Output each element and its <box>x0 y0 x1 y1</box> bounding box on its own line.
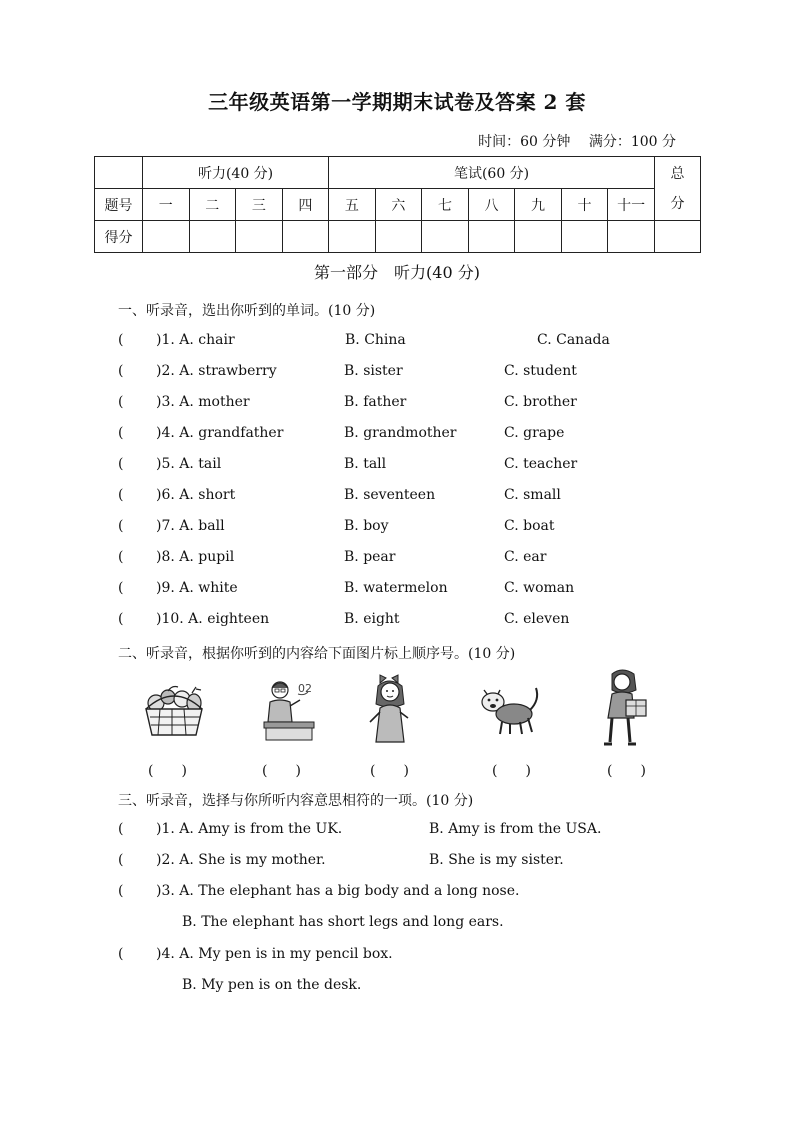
section-1-heading: 一、听录音，选出你听到的单词。(10 分) <box>118 303 376 319</box>
option-c: C. brother <box>504 394 577 410</box>
girl-with-box-icon <box>598 668 654 750</box>
option-b: B. eight <box>344 611 400 627</box>
score-cell[interactable] <box>329 221 376 253</box>
part-one-heading: 第一部分 听力(40 分) <box>314 263 480 282</box>
question-number-label: 题号 <box>95 189 143 221</box>
option-b: B. My pen is on the desk. <box>182 977 362 993</box>
girl-icon <box>368 674 418 744</box>
option-b: B. grandmother <box>344 425 457 441</box>
question-number: 十一 <box>608 189 655 221</box>
time-limit: 时间：60 分钟 <box>478 134 571 150</box>
list-item[interactable]: ( )4. A. My pen is in my pencil box. <box>118 946 393 962</box>
answer-blank[interactable]: ( ) <box>148 763 187 779</box>
score-table <box>94 156 701 253</box>
score-cell[interactable] <box>282 221 329 253</box>
answer-blank[interactable]: ( ) <box>492 763 531 779</box>
list-item[interactable]: ( )9. A. white <box>118 580 238 596</box>
option-b: B. The elephant has short legs and long ears. <box>182 914 504 930</box>
answer-blank[interactable]: ( ) <box>262 763 301 779</box>
option-c: C. boat <box>504 518 555 534</box>
option-c: C. ear <box>504 549 547 565</box>
option-c: C. student <box>504 363 577 379</box>
exam-meta <box>464 131 676 151</box>
list-item[interactable]: ( )10. A. eighteen <box>118 611 270 627</box>
question-number: 一 <box>143 189 190 221</box>
full-score: 满分：100 分 <box>588 134 676 150</box>
list-item[interactable]: ( )6. A. short <box>118 487 236 503</box>
dog-icon <box>478 682 542 738</box>
option-b: B. China <box>345 332 406 348</box>
list-item[interactable]: ( )8. A. pupil <box>118 549 235 565</box>
question-number: 三 <box>236 189 283 221</box>
option-b: B. father <box>344 394 407 410</box>
option-b: B. pear <box>344 549 396 565</box>
question-number: 五 <box>329 189 376 221</box>
score-cell[interactable] <box>143 221 190 253</box>
option-b: B. boy <box>344 518 389 534</box>
svg-text:02: 02 <box>298 682 312 695</box>
option-b: B. watermelon <box>344 580 448 596</box>
question-number: 九 <box>515 189 562 221</box>
list-item[interactable]: ( )5. A. tail <box>118 456 222 472</box>
listening-header: 听力(40 分) <box>143 157 329 189</box>
score-cell[interactable] <box>236 221 283 253</box>
option-b: B. She is my sister. <box>429 852 564 868</box>
section-2-heading: 二、听录音，根据你听到的内容给下面图片标上顺序号。(10 分) <box>118 646 516 662</box>
list-item[interactable]: ( )2. A. strawberry <box>118 363 277 379</box>
list-item[interactable]: ( )1. A. Amy is from the UK. <box>118 821 343 837</box>
score-cell[interactable] <box>189 221 236 253</box>
score-cell[interactable] <box>608 221 655 253</box>
question-number: 八 <box>468 189 515 221</box>
score-cell[interactable] <box>375 221 422 253</box>
option-b: B. sister <box>344 363 403 379</box>
score-cell[interactable] <box>468 221 515 253</box>
score-cell[interactable] <box>422 221 469 253</box>
total-header: 总 分 <box>655 157 701 221</box>
answer-blank[interactable]: ( ) <box>370 763 409 779</box>
list-item[interactable]: ( )2. A. She is my mother. <box>118 852 326 868</box>
option-c: C. woman <box>504 580 575 596</box>
option-c: C. small <box>504 487 561 503</box>
option-c: C. Canada <box>537 332 610 348</box>
score-label: 得分 <box>95 221 143 253</box>
option-b: B. tall <box>344 456 387 472</box>
fruit-basket-icon <box>138 683 210 739</box>
question-number: 七 <box>422 189 469 221</box>
score-cell[interactable] <box>515 221 562 253</box>
list-item[interactable]: ( )1. A. chair <box>118 332 235 348</box>
option-c: C. eleven <box>504 611 570 627</box>
option-b: B. Amy is from the USA. <box>429 821 602 837</box>
writing-header: 笔试(60 分) <box>329 157 655 189</box>
question-number: 二 <box>189 189 236 221</box>
option-b: B. seventeen <box>344 487 436 503</box>
list-item[interactable]: ( )3. A. mother <box>118 394 250 410</box>
list-item[interactable]: ( )4. A. grandfather <box>118 425 284 441</box>
question-number: 六 <box>375 189 422 221</box>
list-item[interactable]: ( )7. A. ball <box>118 518 225 534</box>
score-cell[interactable] <box>561 221 608 253</box>
score-cell-total[interactable] <box>655 221 701 253</box>
teacher-icon <box>262 678 316 742</box>
answer-blank[interactable]: ( ) <box>607 763 646 779</box>
page-title: 三年级英语第一学期期末试卷及答案 2 套 <box>208 90 586 114</box>
question-number: 四 <box>282 189 329 221</box>
option-c: C. teacher <box>504 456 578 472</box>
question-number: 十 <box>561 189 608 221</box>
option-c: C. grape <box>504 425 565 441</box>
list-item[interactable]: ( )3. A. The elephant has a big body and a long nose. <box>118 883 520 899</box>
section-3-heading: 三、听录音，选择与你所听内容意思相符的一项。(10 分) <box>118 793 474 809</box>
score-table-corner <box>95 157 143 189</box>
